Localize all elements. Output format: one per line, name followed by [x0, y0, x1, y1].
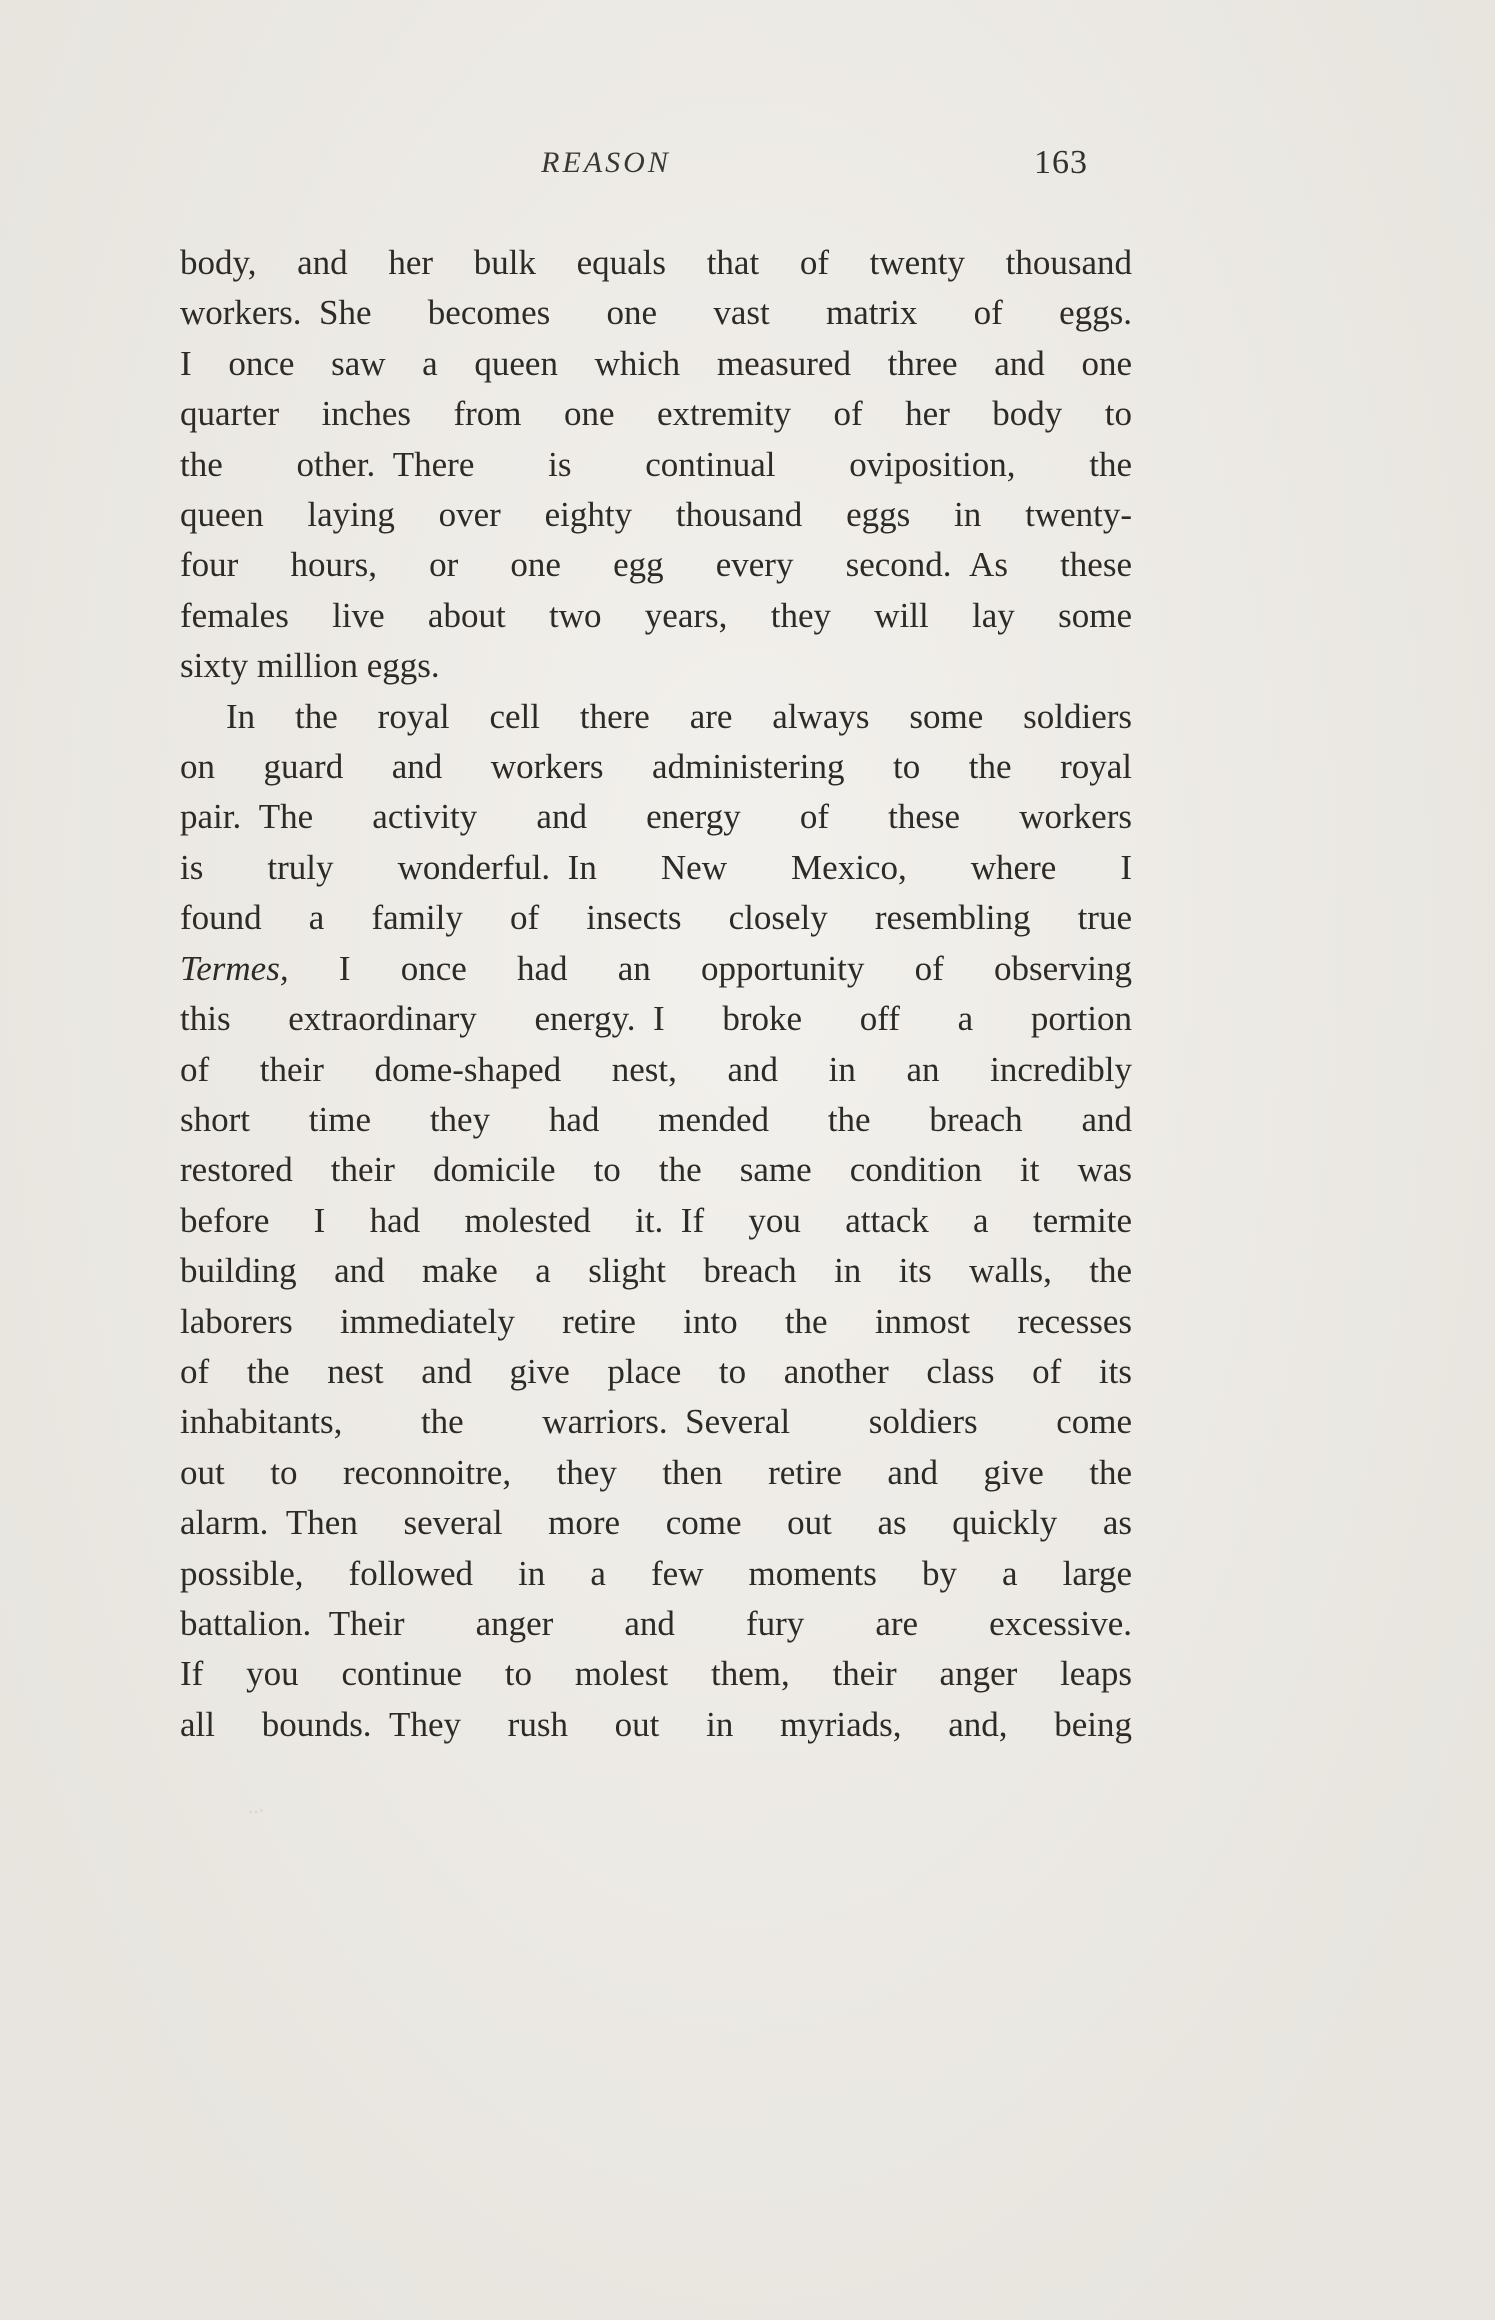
text-line: possible, followed in a few moments by a large [180, 1553, 1132, 1593]
scan-smudge: ‥˔ [248, 1800, 264, 1817]
text-line: before I had molested it. If you attack a termite [180, 1200, 1132, 1240]
running-header-title: REASON [541, 146, 671, 179]
text-line: found a family of insects closely resembling true [180, 898, 1132, 938]
text-run: I once had an opportunity of observing [288, 948, 1132, 988]
text-line: restored their domicile to the same condition it was [180, 1150, 1132, 1190]
text-line: quarter inches from one extremity of her body to [180, 394, 1132, 434]
text-line: queen laying over eighty thousand eggs in twenty- [180, 495, 1132, 535]
text-line: females live about two years, they will lay some [180, 595, 1132, 635]
text-line: on guard and workers administering to the royal [180, 747, 1132, 787]
text-line: alarm. Then several more come out as quickly as [180, 1503, 1132, 1543]
text-line-paragraph-start: In the royal cell there are always some soldiers [226, 696, 1132, 736]
text-line: of the nest and give place to another class of its [180, 1351, 1132, 1391]
page-number: 163 [1034, 144, 1088, 181]
text-line: I once saw a queen which measured three and one [180, 343, 1132, 383]
text-line: all bounds. They rush out in myriads, and, being [180, 1704, 1132, 1744]
text-line: body, and her bulk equals that of twenty thousand [180, 243, 1132, 282]
text-line-paragraph-end: sixty million eggs. [180, 646, 440, 686]
text-line: laborers immediately retire into the inmost recesses [180, 1301, 1132, 1341]
text-line-with-italic [180, 944, 1132, 994]
text-line: out to reconnoitre, they then retire and give the [180, 1452, 1132, 1492]
text-line: is truly wonderful. In New Mexico, where I [180, 847, 1132, 887]
italic-species-name: Termes, [180, 948, 289, 988]
text-line: this extraordinary energy. I broke off a portion [180, 999, 1132, 1039]
text-line: four hours, or one egg every second. As these [180, 545, 1132, 585]
text-line: pair. The activity and energy of these workers [180, 797, 1132, 837]
text-line: inhabitants, the warriors. Several soldiers come [180, 1402, 1132, 1442]
page-header [180, 146, 1132, 190]
text-line: the other. There is continual oviposition, the [180, 444, 1132, 484]
text-line: of their dome-shaped nest, and in an incredibly [180, 1049, 1132, 1089]
text-line: building and make a slight breach in its walls, the [180, 1251, 1132, 1291]
text-line: If you continue to molest them, their anger leaps [180, 1654, 1132, 1694]
text-line: short time they had mended the breach and [180, 1099, 1132, 1139]
body-text [180, 238, 1132, 1750]
text-line: workers. She becomes one vast matrix of eggs. [180, 293, 1132, 333]
text-line: battalion. Their anger and fury are excessive. [180, 1603, 1132, 1643]
